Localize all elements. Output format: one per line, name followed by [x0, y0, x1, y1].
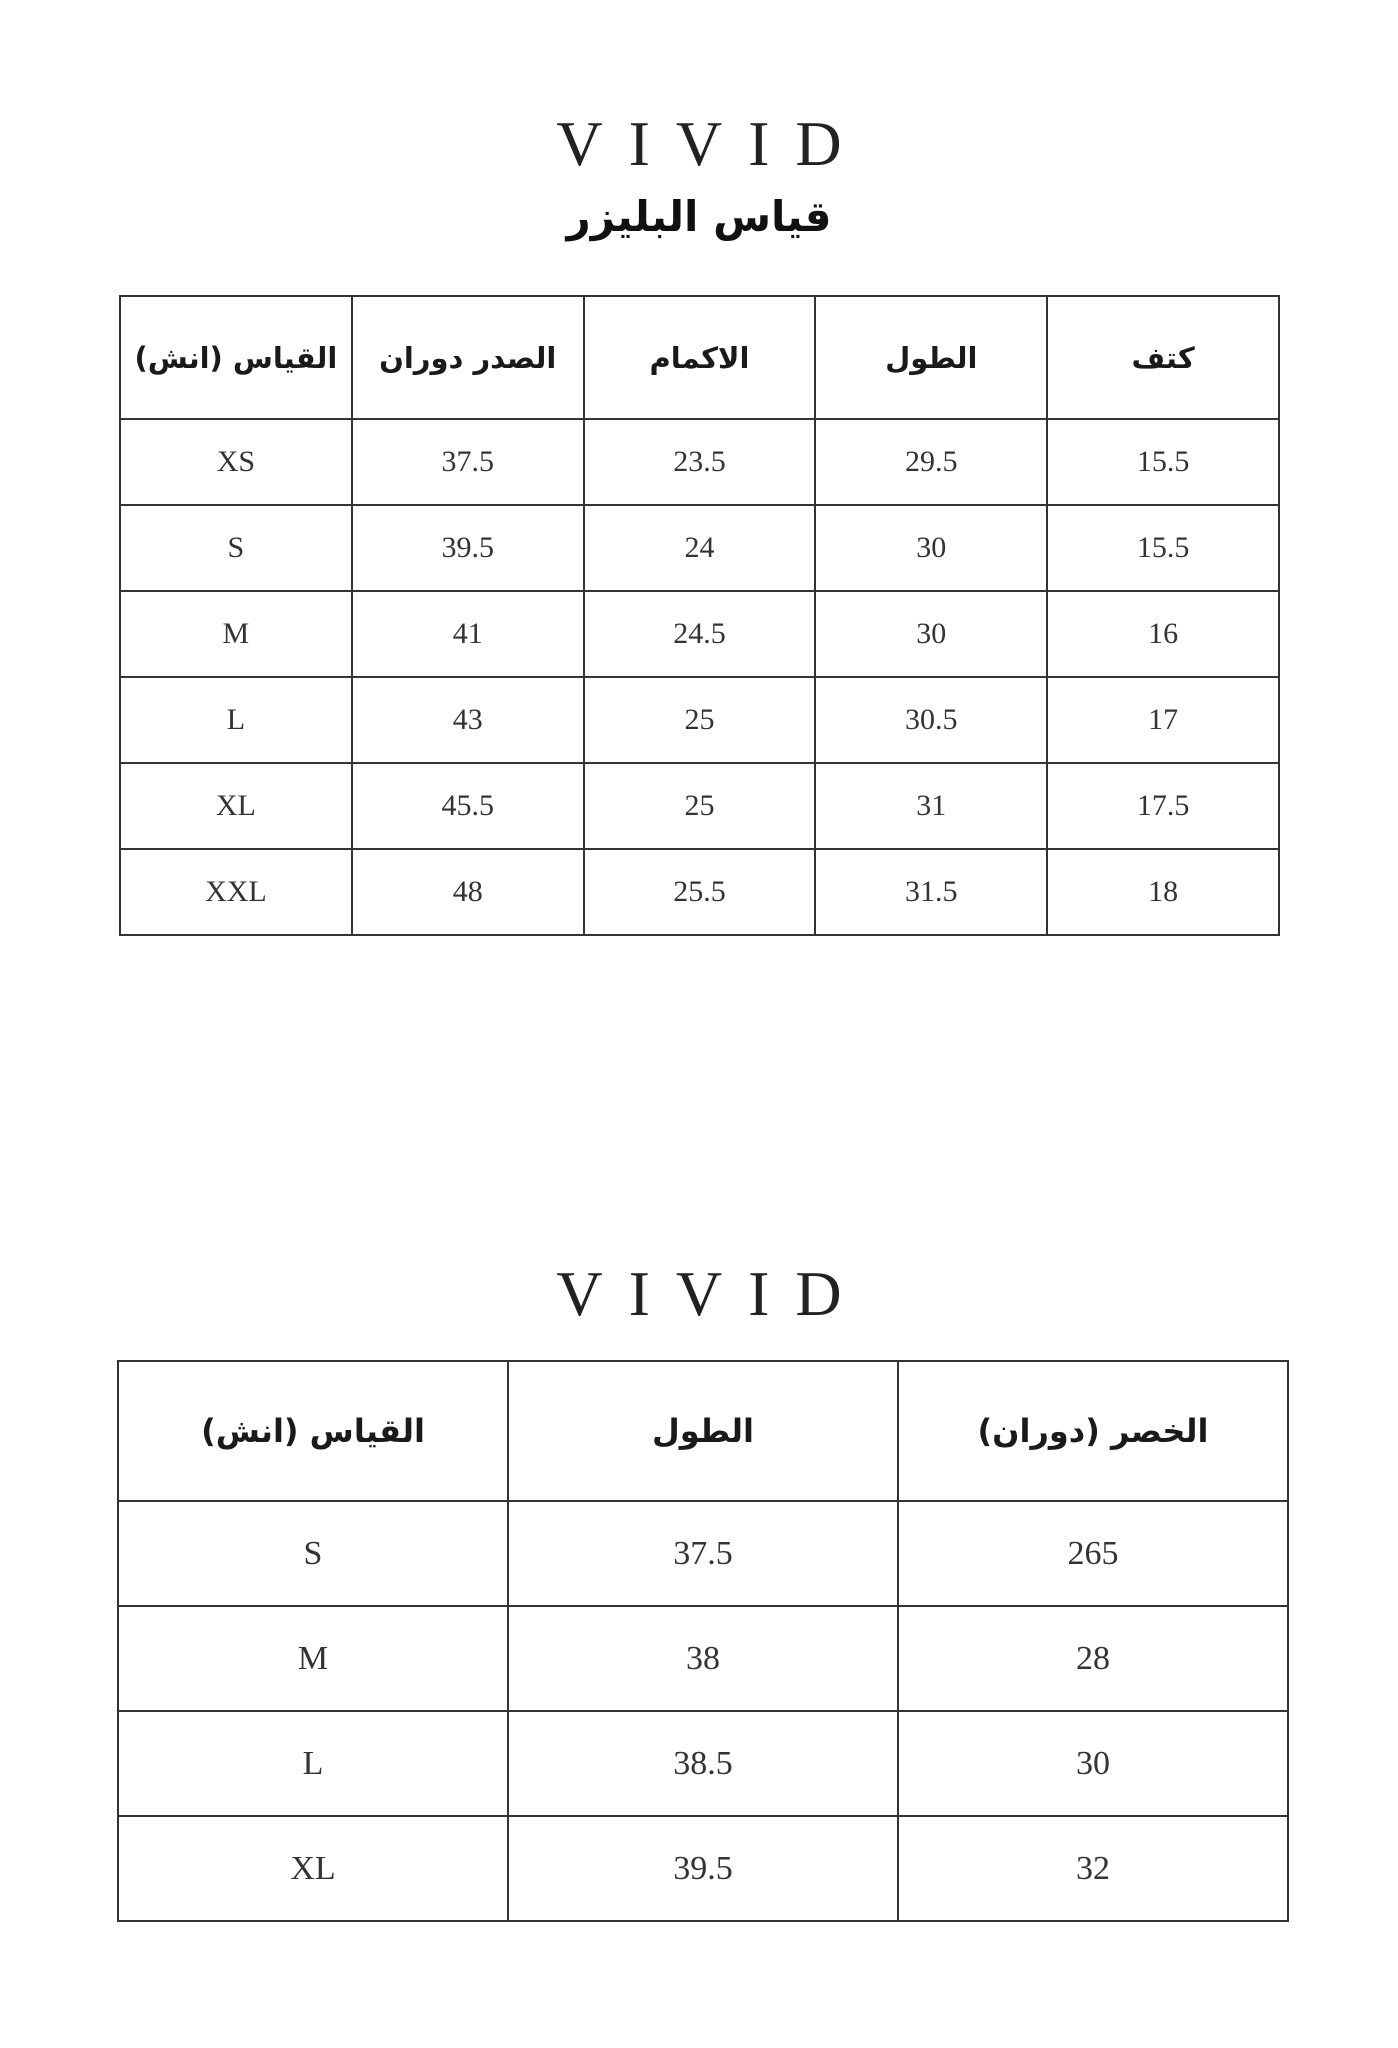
table-row	[118, 1501, 1288, 1606]
table-row	[120, 505, 1279, 591]
table-cell: 37.5	[508, 1501, 898, 1606]
header-size: القياس (انش)	[118, 1361, 508, 1501]
table-cell: 38.5	[508, 1711, 898, 1816]
table-cell: XL	[118, 1816, 508, 1921]
table-cell: L	[120, 677, 352, 763]
table-cell: 48	[352, 849, 584, 935]
table-row	[120, 591, 1279, 677]
table-cell: 15.5	[1047, 419, 1279, 505]
table-cell: 28	[898, 1606, 1288, 1711]
header-shoulder: كتف	[1047, 296, 1279, 419]
table-row	[118, 1711, 1288, 1816]
table-cell: S	[118, 1501, 508, 1606]
table-cell: 17.5	[1047, 763, 1279, 849]
table-cell: 30	[815, 505, 1047, 591]
header-waist: الخصر (دوران)	[898, 1361, 1288, 1501]
table-row	[120, 419, 1279, 505]
header-length: الطول	[508, 1361, 898, 1501]
table-cell: 39.5	[352, 505, 584, 591]
table-cell: 39.5	[508, 1816, 898, 1921]
header-length: الطول	[815, 296, 1047, 419]
table-cell: 29.5	[815, 419, 1047, 505]
table-row	[120, 849, 1279, 935]
table-cell: 38	[508, 1606, 898, 1711]
table-row	[120, 677, 1279, 763]
table-cell: 17	[1047, 677, 1279, 763]
table-cell: 25.5	[584, 849, 816, 935]
table-row	[120, 763, 1279, 849]
blazer-size-title: قياس البليزر	[566, 192, 832, 241]
table-cell: 16	[1047, 591, 1279, 677]
table-cell: XXL	[120, 849, 352, 935]
table-cell: 24	[584, 505, 816, 591]
table-cell: 30	[898, 1711, 1288, 1816]
table-cell: 25	[584, 763, 816, 849]
table-header-row	[118, 1361, 1288, 1501]
brand-logo: VIVID	[556, 1258, 868, 1329]
table-cell: XS	[120, 419, 352, 505]
table-cell: L	[118, 1711, 508, 1816]
table-cell: 43	[352, 677, 584, 763]
table-cell: 31.5	[815, 849, 1047, 935]
table-cell: 31	[815, 763, 1047, 849]
table-cell: 37.5	[352, 419, 584, 505]
table-cell: 30	[815, 591, 1047, 677]
table-cell: 41	[352, 591, 584, 677]
header-sleeves: الاكمام	[584, 296, 816, 419]
waist-size-table	[117, 1360, 1289, 1922]
table-cell: 24.5	[584, 591, 816, 677]
header-size: القياس (انش)	[120, 296, 352, 419]
table-cell: 15.5	[1047, 505, 1279, 591]
table-cell: S	[120, 505, 352, 591]
table-cell: 32	[898, 1816, 1288, 1921]
table-cell: 30.5	[815, 677, 1047, 763]
table-cell: 25	[584, 677, 816, 763]
table-header-row	[120, 296, 1279, 419]
table-row	[118, 1816, 1288, 1921]
table-cell: 265	[898, 1501, 1288, 1606]
table-cell: M	[118, 1606, 508, 1711]
header-chest: الصدر دوران	[352, 296, 584, 419]
table-cell: 45.5	[352, 763, 584, 849]
table-cell: XL	[120, 763, 352, 849]
table-cell: 23.5	[584, 419, 816, 505]
brand-logo: VIVID	[556, 108, 868, 179]
table-cell: M	[120, 591, 352, 677]
table-cell: 18	[1047, 849, 1279, 935]
blazer-size-table	[119, 295, 1280, 936]
table-row	[118, 1606, 1288, 1711]
